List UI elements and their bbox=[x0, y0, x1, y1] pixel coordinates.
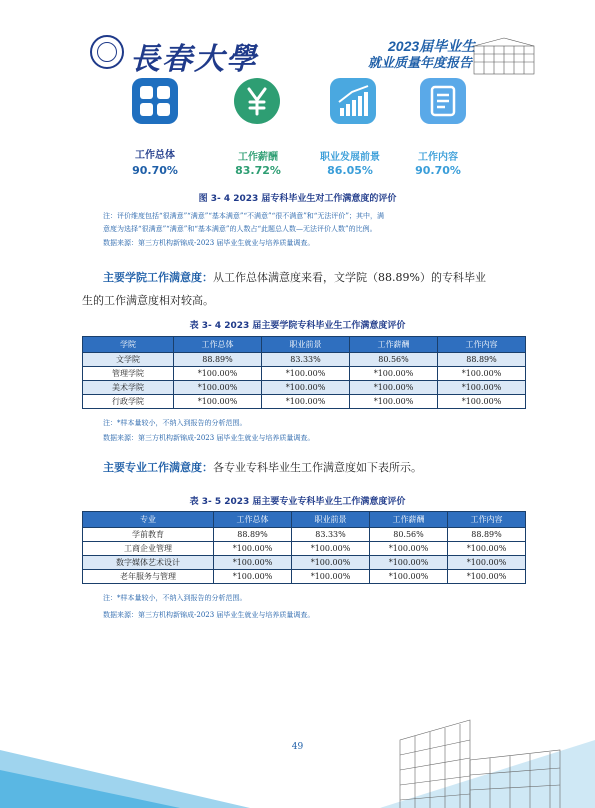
paragraph-college bbox=[103, 266, 543, 290]
table-cell: 美术学院 bbox=[83, 381, 174, 395]
paragraph-college-text-line1: 从工作总体满意度来看，文学院（88.89%）的专科毕业 bbox=[213, 271, 486, 284]
table-cell: *100.00% bbox=[448, 542, 526, 556]
metric-value-career: 86.05% bbox=[327, 164, 373, 177]
table-row bbox=[83, 381, 526, 395]
column-header: 工作内容 bbox=[448, 512, 526, 528]
table-cell: *100.00% bbox=[214, 556, 292, 570]
table-cell: 88.89% bbox=[438, 353, 526, 367]
table-cell: *100.00% bbox=[214, 570, 292, 584]
grid-icon bbox=[132, 78, 178, 124]
metric-label-content: 工作内容 bbox=[418, 152, 458, 163]
metric-label-overall: 工作总体 bbox=[135, 150, 175, 161]
growth-chart-icon bbox=[330, 78, 376, 124]
table-cell: *100.00% bbox=[350, 395, 438, 409]
column-header: 工作内容 bbox=[438, 337, 526, 353]
table-cell: 83.33% bbox=[262, 353, 350, 367]
university-logo-text: 長春大學 bbox=[130, 42, 258, 77]
table-cell: 老年服务与管理 bbox=[83, 570, 214, 584]
table-cell: *100.00% bbox=[214, 542, 292, 556]
table-cell: *100.00% bbox=[438, 395, 526, 409]
column-header: 专业 bbox=[83, 512, 214, 528]
table-cell: *100.00% bbox=[292, 570, 370, 584]
column-header: 工作总体 bbox=[174, 337, 262, 353]
table-cell: 80.56% bbox=[370, 528, 448, 542]
table-cell: *100.00% bbox=[438, 367, 526, 381]
table-cell: *100.00% bbox=[370, 556, 448, 570]
report-year: 2023届毕业生 bbox=[388, 38, 476, 54]
table-cell: *100.00% bbox=[350, 381, 438, 395]
table-cell: *100.00% bbox=[262, 381, 350, 395]
table-row bbox=[83, 556, 526, 570]
table-cell: *100.00% bbox=[292, 556, 370, 570]
table-row bbox=[83, 528, 526, 542]
paragraph-major-text: 各专业专科毕业生工作满意度如下表所示。 bbox=[213, 461, 422, 474]
column-header: 职业前景 bbox=[262, 337, 350, 353]
column-header: 学院 bbox=[83, 337, 174, 353]
table-cell: *100.00% bbox=[262, 395, 350, 409]
table-row bbox=[83, 570, 526, 584]
column-header: 工作薪酬 bbox=[350, 337, 438, 353]
table-major-satisfaction bbox=[82, 511, 526, 584]
table-cell: 学前教育 bbox=[83, 528, 214, 542]
paragraph-major bbox=[103, 456, 543, 480]
table-cell: 83.33% bbox=[292, 528, 370, 542]
table-header-row bbox=[83, 337, 526, 353]
table-cell: *100.00% bbox=[438, 381, 526, 395]
table1-caption: 表 3- 4 2023 届主要学院专科毕业生工作满意度评价 bbox=[189, 321, 406, 331]
page-number: 49 bbox=[291, 742, 304, 752]
table-cell: 文学院 bbox=[83, 353, 174, 367]
paragraph-college-heading: 主要学院工作满意度： bbox=[103, 271, 213, 284]
metric-label-salary: 工作薪酬 bbox=[238, 152, 278, 163]
table2-caption: 表 3- 5 2023 届主要专业专科毕业生工作满意度评价 bbox=[189, 497, 406, 507]
table2-note: 注：*样本量较小，不纳入到报告的分析范围。 bbox=[103, 594, 247, 602]
column-header: 工作总体 bbox=[214, 512, 292, 528]
table-cell: *100.00% bbox=[350, 367, 438, 381]
bottom-decoration-icon bbox=[0, 700, 595, 808]
column-header: 职业前景 bbox=[292, 512, 370, 528]
university-seal-icon bbox=[90, 35, 124, 69]
table-cell: *100.00% bbox=[370, 570, 448, 584]
table-row bbox=[83, 542, 526, 556]
table-cell: *100.00% bbox=[174, 395, 262, 409]
table-cell: *100.00% bbox=[448, 556, 526, 570]
table2-source: 数据来源：第三方机构新锦成-2023 届毕业生就业与培养质量调查。 bbox=[103, 611, 315, 619]
table-cell: 88.89% bbox=[214, 528, 292, 542]
table-cell: 数字媒体艺术设计 bbox=[83, 556, 214, 570]
figure-source: 数据来源：第三方机构新锦成-2023 届毕业生就业与培养质量调查。 bbox=[103, 239, 315, 247]
metric-value-overall: 90.70% bbox=[132, 164, 178, 177]
table-cell: 行政学院 bbox=[83, 395, 174, 409]
table-cell: 80.56% bbox=[350, 353, 438, 367]
table-cell: *100.00% bbox=[262, 367, 350, 381]
document-icon bbox=[420, 78, 466, 124]
table1-note: 注：*样本量较小，不纳入到报告的分析范围。 bbox=[103, 419, 247, 427]
column-header: 工作薪酬 bbox=[370, 512, 448, 528]
figure-note-line1: 注：评价维度包括“很满意”“满意”“基本满意”“不满意”“很不满意”和“无法评价”；其中，满 bbox=[103, 212, 384, 220]
metric-value-salary: 83.72% bbox=[235, 164, 281, 177]
paragraph-major-heading: 主要专业工作满意度： bbox=[103, 461, 213, 474]
table-cell: *100.00% bbox=[292, 542, 370, 556]
table-cell: 管理学院 bbox=[83, 367, 174, 381]
table-cell: 工商企业管理 bbox=[83, 542, 214, 556]
table-college-satisfaction bbox=[82, 336, 526, 409]
table1-source: 数据来源：第三方机构新锦成-2023 届毕业生就业与培养质量调查。 bbox=[103, 434, 315, 442]
table-row bbox=[83, 395, 526, 409]
table-cell: *100.00% bbox=[174, 367, 262, 381]
table-cell: 88.89% bbox=[174, 353, 262, 367]
table-row bbox=[83, 367, 526, 381]
figure-caption: 图 3- 4 2023 届专科毕业生对工作满意度的评价 bbox=[198, 194, 397, 204]
report-title: 就业质量年度报告 bbox=[368, 56, 473, 71]
table-row bbox=[83, 353, 526, 367]
table-header-row bbox=[83, 512, 526, 528]
figure-note-line2: 意度为选择“很满意”“满意”和“基本满意”的人数占“此题总人数—无法评价人数”的比例。 bbox=[103, 225, 377, 233]
metric-label-career: 职业发展前景 bbox=[320, 152, 380, 163]
paragraph-college-line2: 生的工作满意度相对较高。 bbox=[82, 294, 214, 307]
table-cell: *100.00% bbox=[370, 542, 448, 556]
table-cell: 88.89% bbox=[448, 528, 526, 542]
yen-icon bbox=[234, 78, 280, 124]
metric-value-content: 90.70% bbox=[415, 164, 461, 177]
campus-building-sketch-icon bbox=[470, 36, 540, 76]
table-cell: *100.00% bbox=[448, 570, 526, 584]
table-cell: *100.00% bbox=[174, 381, 262, 395]
